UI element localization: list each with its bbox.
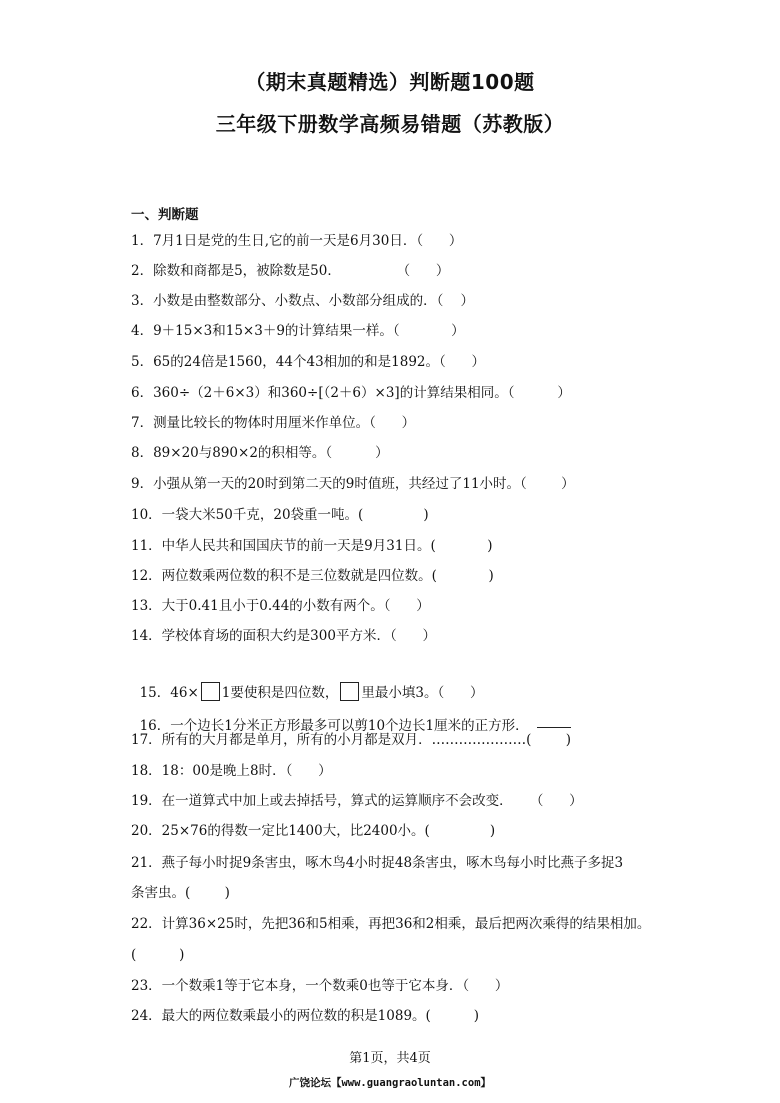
question-15-text-b: 1要使积是四位数， [221, 685, 339, 701]
question-item: 1．7月1日是党的生日,它的前一天是6月30日．（ ） [131, 233, 463, 249]
question-item-15 [131, 664, 483, 702]
question-16-text: 16．一个边长1分米正方形最多可以剪10个边长1厘米的正方形． [139, 718, 529, 734]
document-title-line1: （期末真题精选）判断题100题 [245, 70, 535, 94]
question-item: 14．学校体育场的面积大约是300平方米．（ ） [131, 628, 436, 644]
question-item-continued: 条害虫。( ) [131, 885, 230, 901]
answer-blank[interactable] [537, 727, 571, 728]
question-item: 8．89×20与890×2的积相等。（ ） [131, 445, 389, 461]
section-heading: 一、判断题 [131, 207, 199, 223]
question-item: 6．360÷（2＋6×3）和360÷[（2＋6）×3]的计算结果相同。（ ） [131, 385, 571, 401]
question-item: 22．计算36×25时，先把36和5相乘，再把36和2相乘，最后把两次乘得的结果相加。 [131, 916, 651, 932]
question-15-text-a: 15．46× [139, 685, 199, 701]
page-number: 第1页，共4页 [349, 1051, 431, 1066]
question-item: 9．小强从第一天的20时到第二天的9时值班，共经过了11小时。（ ） [131, 476, 575, 492]
question-item: 18．18：00是晚上8时．（ ） [131, 763, 332, 779]
question-item: 5．65的24倍是1560，44个43相加的和是1892。（ ） [131, 354, 486, 370]
question-item: 2．除数和商都是5，被除数是50． （ ） [131, 263, 450, 279]
question-item: 7．测量比较长的物体时用厘米作单位。（ ） [131, 415, 416, 431]
document-title-line2: 三年级下册数学高频易错题（苏教版） [215, 112, 565, 136]
question-item: 21．燕子每小时捉9条害虫，啄木鸟4小时捉48条害虫，啄木鸟每小时比燕子多捉3 [131, 855, 624, 871]
question-item-16 [131, 699, 571, 735]
source-watermark: 广饶论坛【www.guangraoluntan.com】 [288, 1077, 492, 1089]
question-item: 3．小数是由整数部分、小数点、小数部分组成的．（ ） [131, 293, 475, 309]
question-item: 20．25×76的得数一定比1400大，比2400小。( ) [131, 823, 496, 839]
question-item: 17．所有的大月都是单月，所有的小月都是双月．…………………( ) [131, 732, 572, 748]
question-item: 24．最大的两位数乘最小的两位数的积是1089。( ) [131, 1008, 479, 1024]
question-item: 12．两位数乘两位数的积不是三位数就是四位数。( ) [131, 568, 494, 584]
question-item: 23．一个数乘1等于它本身，一个数乘0也等于它本身．（ ） [131, 978, 509, 994]
question-item: 19．在一道算式中加上或去掉括号，算式的运算顺序不会改变． （ ） [131, 793, 583, 809]
question-item-continued: ( ) [131, 947, 185, 963]
question-item: 11．中华人民共和国国庆节的前一天是9月31日。( ) [131, 538, 493, 554]
question-item: 4．9＋15×3和15×3＋9的计算结果一样。（ ） [131, 323, 465, 339]
question-item: 13．大于0.41且小于0.44的小数有两个。（ ） [131, 598, 430, 614]
question-item: 10．一袋大米50千克，20袋重一吨。( ) [131, 507, 429, 523]
question-15-text-c: 里最小填3。（ ） [361, 685, 484, 701]
